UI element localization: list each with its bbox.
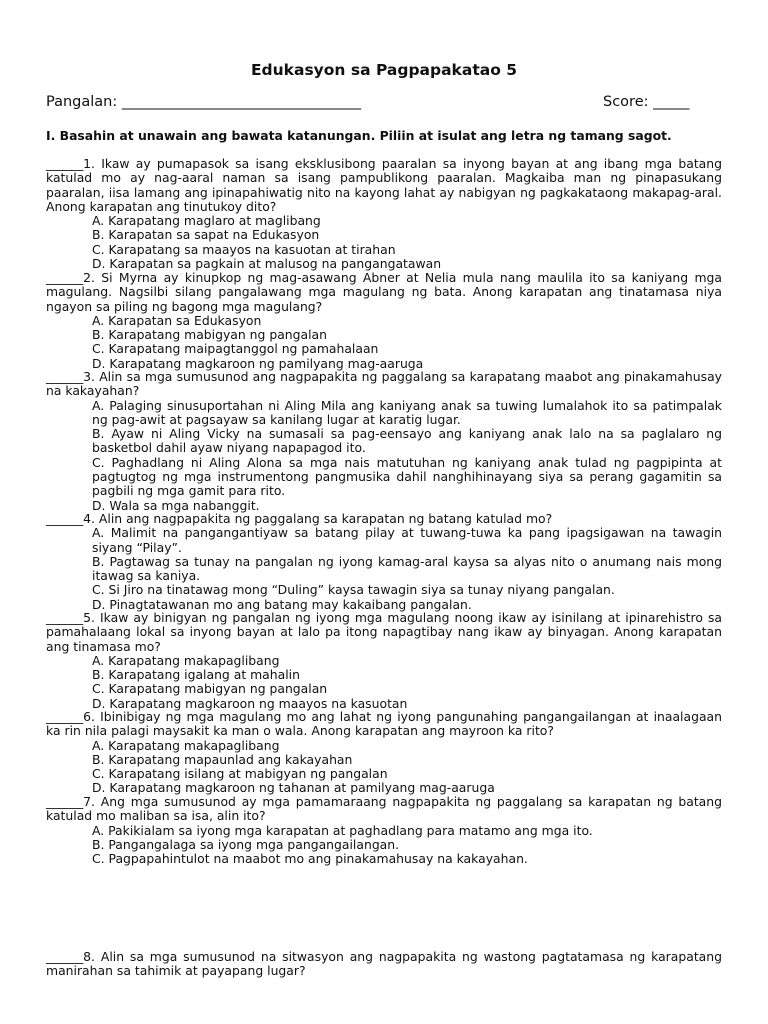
- option-b: B. Pagtawag sa tunay na pangalan ng iyong kamag-aral kaysa sa alyas nito o anumang nais mong itawag sa kaniya.: [92, 553, 722, 584]
- question-stem: ______1. Ikaw ay pumapasok sa isang eksklusibong paaralan sa inyong bayan at ang ibang mga batang katulad mo ay nag-aaral naman sa isang pampublikong paaralan. Magkaiba man ng pinapasukang paaralan, iisa lamang ang ipinapahiwatig nito na kayong lahat ay nabigyan ng pagkakataong makapag-aral. Anong karapatan ang tinutukoy dito?: [46, 156, 722, 214]
- option-b: B. Karapatang igalang at mahalin: [92, 667, 300, 683]
- option-b: B. Karapatang mapaunlad ang kakayahan: [92, 751, 353, 767]
- question-2: [46, 271, 722, 371]
- question-stem: ______8. Alin sa mga sumusunod na sitwasyon ang nagpapakita ng wastong pagtatamasa ng karapatang manirahan sa tahimik at payapang lugar?: [46, 949, 722, 979]
- option-c: C. Karapatang isilang at mabigyan ng pangalan: [92, 766, 388, 782]
- option-a: A. Karapatan sa Edukasyon: [92, 312, 262, 328]
- question-stem: ______3. Alin sa mga sumusunod ang nagpapakita ng paggalang sa karapatang maabot ang pinakamahusay na kakayahan?: [46, 369, 722, 399]
- option-b: B. Karapatang mabigyan ng pangalan: [92, 327, 327, 343]
- option-d: D. Karapatang magkaroon ng maayos na kasuotan: [92, 695, 408, 711]
- option-a: A. Palaging sinusuportahan ni Aling Mila ang kaniyang anak sa tuwing lumalahok ito sa patimpalak ng pag-awit at pagsayaw sa kanilang lugar at karatig lugar.: [92, 397, 722, 427]
- option-a: A. Karapatang makapaglibang: [92, 652, 280, 668]
- question-8: [46, 950, 722, 979]
- option-a: A. Malimit na pangangantiyaw sa batang pilay at tuwang-tuwa ka pang ipagsigawan na tawagin siyang “Pilay”.: [92, 525, 722, 555]
- question-stem: ______4. Alin ang nagpapakita ng paggalang sa karapatan ng batang katulad mo?: [46, 511, 553, 526]
- question-5: [46, 611, 722, 711]
- option-c: C. Pagpapahintulot na maabot mo ang pinakamahusay na kakayahan.: [92, 851, 528, 867]
- page-title: Edukasyon sa Pagpapakatao 5: [250, 61, 518, 79]
- question-stem: ______2. Si Myrna ay kinupkop ng mag-asawang Abner at Nelia mula nang maulila ito sa kaniyang mga magulang. Nagsilbi silang pangalawang mga magulang ng bata. Anong karapatan ang tinatamasa niya ngayon sa piling ng bagong mga magulang?: [46, 270, 722, 314]
- question-stem: ______6. Ibinibigay ng mga magulang mo ang lahat ng iyong pangunahing pangangailangan at inaalagaan ka rin nila palagi maysakit ka man o wala. Anong karapatan ang mayroon ka rito?: [46, 709, 722, 739]
- option-b: B. Karapatan sa sapat na Edukasyon: [92, 227, 320, 243]
- question-stem: ______7. Ang mga sumusunod ay mga pamamaraang nagpapakita ng paggalang sa karapatan ng batang katulad mo maliban sa isa, alin ito?: [46, 794, 722, 824]
- option-b: B. Ayaw ni Aling Vicky na sumasali sa pag-eensayo ang kaniyang anak lalo na sa paglalaro ng basketbol dahil ayaw niyang napapagod ito.: [92, 426, 722, 456]
- question-1: [46, 157, 722, 271]
- question-4: [46, 512, 722, 612]
- question-7: [46, 795, 722, 866]
- option-c: C. Si Jiro na tinatawag mong “Duling” kaysa tawagin siya sa tunay niyang pangalan.: [92, 582, 615, 598]
- option-c: C. Paghadlang ni Aling Alona sa mga nais matutuhan ng kaniyang anak tulad ng pagpipinta at pagtugtog ng mga instrumentong pangmusika dahil nanghihinayang siya sa perang gagamitin sa pagbili ng mga gamit para rito.: [92, 454, 722, 499]
- option-d: D. Pinagtatawanan mo ang batang may kakaibang pangalan.: [92, 596, 472, 612]
- question-3: [46, 370, 722, 513]
- question-6: [46, 710, 722, 796]
- option-a: A. Karapatang maglaro at maglibang: [92, 213, 321, 229]
- score-field-label: Score: _____: [603, 94, 690, 110]
- option-d: D. Wala sa mga nabanggit.: [92, 497, 260, 513]
- option-c: C. Karapatang mabigyan ng pangalan: [92, 681, 328, 697]
- instructions: I. Basahin at unawain ang bawata katanungan. Piliin at isulat ang letra ng tamang sagot.: [46, 128, 672, 143]
- option-d: D. Karapatang magkaroon ng pamilyang mag-aaruga: [92, 355, 424, 371]
- option-a: A. Pakikialam sa iyong mga karapatan at paghadlang para matamo ang mga ito.: [92, 822, 593, 838]
- option-d: D. Karapatan sa pagkain at malusog na pangangatawan: [92, 256, 442, 272]
- option-b: B. Pangangalaga sa iyong mga pangangailangan.: [92, 836, 400, 852]
- question-stem: ______5. Ikaw ay binigyan ng pangalan ng iyong mga magulang noong ikaw ay isinilang at ipinarehistro sa pamahalaang lokal sa inyong bayan at lalo pa itong napagtibay nang ikaw ay binyagan. Anong karapatan ang tinamasa mo?: [46, 610, 722, 654]
- option-a: A. Karapatang makapaglibang: [92, 737, 280, 753]
- name-field-label: Pangalan: _________________________________: [46, 94, 362, 110]
- option-d: D. Karapatang magkaroon ng tahanan at pamilyang mag-aaruga: [92, 780, 495, 796]
- option-c: C. Karapatang sa maayos na kasuotan at tirahan: [92, 241, 396, 257]
- option-c: C. Karapatang maipagtanggol ng pamahalaan: [92, 341, 379, 357]
